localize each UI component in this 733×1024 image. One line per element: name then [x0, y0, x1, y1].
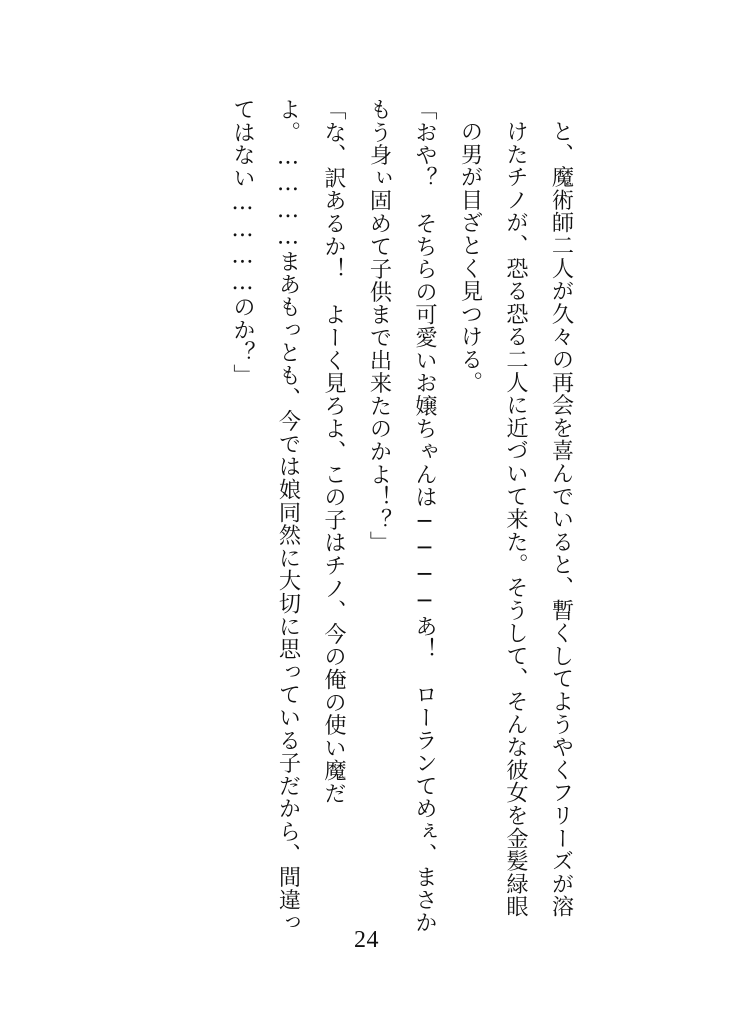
narration-paragraph: と、魔術師二人が久々の再会を喜んでいると、暫くしてようやくフリーズが溶けたチノが、恐る恐る二人に近づいて来た。そうして、そんな彼女を金髪緑眼の男が目ざとく見つける。 — [457, 120, 574, 919]
dialogue-paragraph: 「な、訳あるか！ よーく見ろよ、この子はチノ、今の俺の使い魔だよ。…………まあもっとも、今では娘同然に大切に思っている子だから、間違ってはない…………のか？」 — [229, 98, 347, 934]
page-number: 24 — [354, 927, 379, 953]
dialogue-paragraph: 「おや？ そちらの可愛いお嬢ちゃんは────あ！ ローランてめぇ、まさかもう身ぃ固めて子供まで出来たのかよ！？」 — [366, 98, 438, 934]
vertical-text-body — [219, 98, 583, 938]
